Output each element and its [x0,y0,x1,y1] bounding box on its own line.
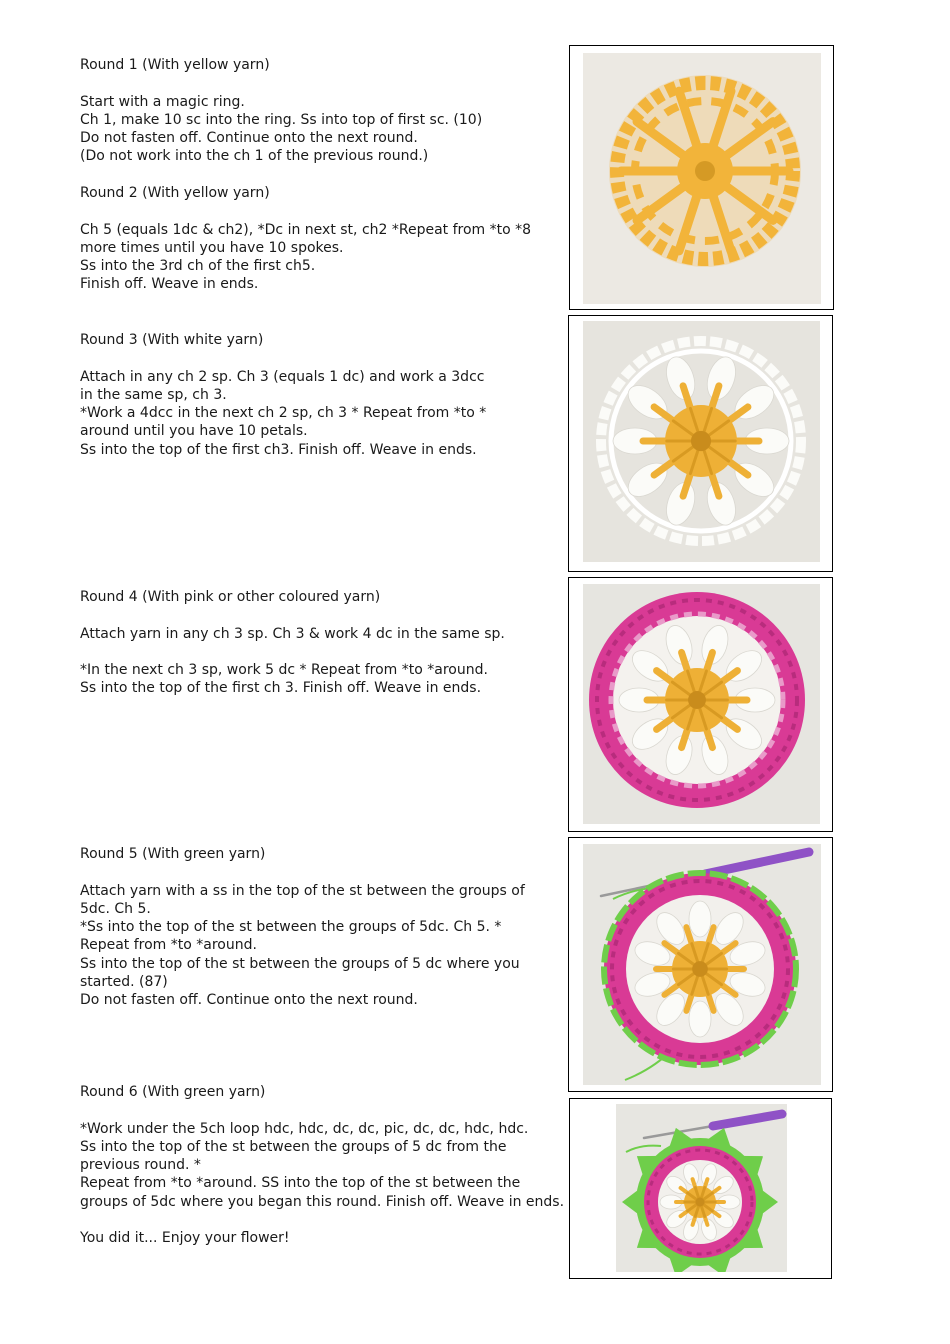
round-1-line-1: Start with a magic ring. [80,93,245,110]
round-6-line-5: groups of 5dc where you began this round. Finish off. Weave in ends. [80,1193,565,1210]
round-4-line-4: Ss into the top of the first ch 3. Finish off. Weave in ends. [80,680,482,697]
round-4-line-1: Attach yarn in any ch 3 sp. Ch 3 & work 4 dc in the same sp. [80,625,505,642]
round-2-line-4: Finish off. Weave in ends. [80,276,259,293]
round-2-heading: Round 2 (With yellow yarn) [80,185,270,201]
round-5-line-4: Repeat from *to *around. [80,937,257,954]
round-5-line-5: Ss into the top of the st between the groups of 5 dc where you [80,955,520,972]
round-5-line-7: Do not fasten off. Continue onto the next round. [80,992,418,1009]
round-4-photo [583,584,820,824]
round-5-line-2: 5dc. Ch 5. [80,900,151,917]
round-6-line-2: Ss into the top of the st between the groups of 5 dc from the [80,1138,507,1155]
round-5-photo-frame [568,837,833,1092]
round-6-line-1: *Work under the 5ch loop hdc, hdc, dc, dc, pic, dc, dc, hdc, hdc. [80,1120,529,1137]
round-5-line-3: *Ss into the top of the st between the groups of 5dc. Ch 5. * [80,919,502,936]
round-6-line-4: Repeat from *to *around. SS into the top of the st between the [80,1175,521,1192]
pink-border-flower-image [583,584,820,824]
round-3-line-1: Attach in any ch 2 sp. Ch 3 (equals 1 dc) and work a 3dcc [80,368,485,385]
round-3-heading: Round 3 (With white yarn) [80,332,264,348]
round-1-line-3: Do not fasten off. Continue onto the next round. [80,130,418,147]
round-6-closing: You did it... Enjoy your flower! [80,1230,290,1247]
round-6-photo-frame [569,1098,832,1279]
round-2-instructions [80,184,570,294]
round-1-heading: Round 1 (With yellow yarn) [80,57,270,73]
round-1-photo [583,53,821,304]
round-3-instructions [80,331,570,459]
round-3-line-5: Ss into the top of the first ch3. Finish off. Weave in ends. [80,441,477,458]
round-1-line-4: (Do not work into the ch 1 of the previous round.) [80,148,429,165]
round-5-heading: Round 5 (With green yarn) [80,846,266,862]
round-3-line-2: in the same sp, ch 3. [80,386,227,403]
finished-flower-image [616,1104,787,1272]
round-4-line-3: *In the next ch 3 sp, work 5 dc * Repeat from *to *around. [80,662,488,679]
round-6-instructions [80,1083,570,1248]
round-3-photo [583,321,820,562]
green-loop-flower-image [583,844,821,1085]
round-1-photo-frame [569,45,834,310]
round-6-line-3: previous round. * [80,1157,201,1174]
round-1-line-2: Ch 1, make 10 sc into the ring. Ss into top of first sc. (10) [80,111,483,128]
round-5-line-1: Attach yarn with a ss in the top of the st between the groups of [80,882,525,899]
round-6-heading: Round 6 (With green yarn) [80,1084,266,1100]
white-petal-flower-image [583,321,820,562]
round-2-line-2: more times until you have 10 spokes. [80,239,344,256]
round-3-line-3: *Work a 4dcc in the next ch 2 sp, ch 3 * Repeat from *to * [80,405,487,422]
round-5-instructions [80,845,570,1010]
round-5-line-6: started. (87) [80,974,168,991]
round-5-photo [583,844,821,1085]
yellow-ring-image [583,53,821,304]
round-3-photo-frame [568,315,833,572]
round-1-instructions [80,56,570,166]
round-3-line-4: around until you have 10 petals. [80,423,308,440]
round-2-line-1: Ch 5 (equals 1dc & ch2), *Dc in next st, ch2 *Repeat from *to *8 [80,221,532,238]
round-4-heading: Round 4 (With pink or other coloured yarn) [80,589,381,605]
round-4-instructions [80,588,570,698]
round-4-photo-frame [568,577,833,832]
round-6-photo [616,1104,787,1272]
round-2-line-3: Ss into the 3rd ch of the first ch5. [80,258,316,275]
